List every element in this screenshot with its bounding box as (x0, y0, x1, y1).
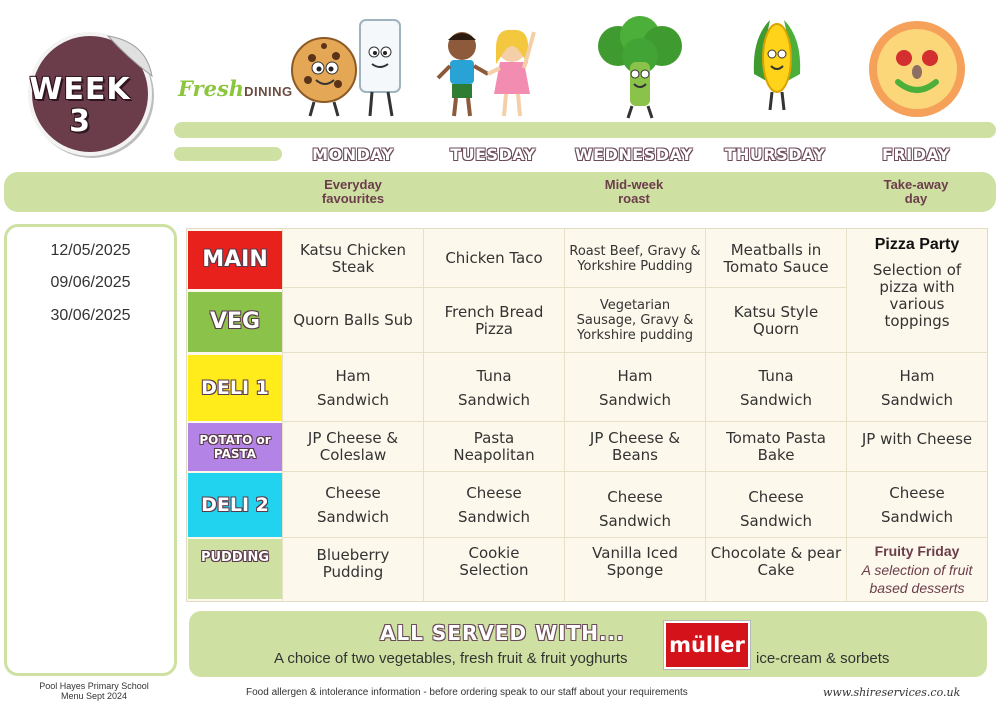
menu-cell-pudding-wednesday: Vanilla Iced Sponge (592, 544, 678, 579)
friday-pudding-desc: A selection of fruit based desserts (861, 562, 973, 596)
menu-cell-deli2-tuesday: Cheese Sandwich (458, 483, 530, 526)
week-number: 3 (69, 104, 91, 139)
category-deli2: DELI 2 (188, 473, 282, 537)
grid-line (282, 352, 988, 353)
menu-cell-deli1-thursday: Tuna Sandwich (740, 366, 812, 409)
footer-website: www.shireservices.co.uk (823, 686, 961, 699)
footer-allergen-info: Food allergen & intolerance information - before ordering speak to our staff about your requirements (246, 687, 688, 698)
footer-school (14, 681, 174, 701)
day-wednesday: WEDNESDAY (575, 145, 693, 164)
menu-cell-deli1-wednesday: Ham Sandwich (599, 366, 671, 409)
category-potato-pasta: POTATO or PASTA (188, 423, 282, 471)
menu-cell-deli2-thursday: Cheese Sandwich (740, 487, 812, 530)
theme-wednesday: Mid-week roast (604, 177, 664, 206)
week-label: WEEK (29, 72, 131, 107)
served-with-title: ALL SERVED WITH... (380, 621, 625, 645)
menu-cell-potato-wednesday: JP Cheese & Beans (589, 428, 681, 464)
served-with-text-2: ice-cream & sorbets (756, 650, 890, 667)
menu-cell-veg-monday: Quorn Balls Sub (293, 311, 413, 329)
category-pudding: PUDDING (188, 539, 282, 599)
cookie-and-milk-icon (290, 18, 410, 120)
day-monday: MONDAY (312, 145, 394, 164)
muller-logo (664, 621, 750, 669)
friday-pudding-title: Fruity Friday (874, 543, 960, 559)
brand-dining: DINING (244, 84, 293, 99)
muller-logo-text: müller (669, 633, 745, 657)
menu-cell-pudding-monday: Blueberry Pudding (316, 546, 390, 581)
grid-line (282, 287, 846, 288)
date-1: 12/05/2025 (50, 242, 131, 259)
theme-friday: Take-away day (883, 177, 949, 206)
brand-fresh: Fresh (178, 76, 245, 101)
week-badge (16, 28, 158, 160)
date-2: 09/06/2025 (50, 274, 131, 291)
day-tuesday: TUESDAY (450, 145, 536, 164)
theme-monday: Everyday favourites (321, 177, 385, 206)
menu-cell-main-monday: Katsu Chicken Steak (299, 240, 407, 276)
menu-cell-deli1-friday: Ham Sandwich (881, 366, 953, 409)
menu-cell-veg-tuesday: French Bread Pizza (444, 302, 544, 338)
menu-cell-pudding-thursday: Chocolate & pear Cake (710, 544, 842, 579)
menu-cell-pudding-tuesday: Cookie Selection (459, 544, 529, 579)
category-main: MAIN (188, 231, 282, 289)
menu-cell-potato-monday: JP Cheese & Coleslaw (307, 428, 399, 464)
date-3: 30/06/2025 (50, 307, 131, 324)
broccoli-icon (592, 16, 688, 120)
day-thursday: THURSDAY (724, 145, 826, 164)
menu-cell-main-wednesday: Roast Beef, Gravy & Yorkshire Pudding (569, 243, 701, 274)
kids-icon (436, 22, 544, 120)
category-veg: VEG (188, 292, 282, 352)
menu-cell-deli2-wednesday: Cheese Sandwich (599, 487, 671, 530)
header-bar-small (174, 147, 282, 161)
friday-main-title: Pizza Party (874, 236, 960, 253)
menu-cell-potato-tuesday: Pasta Neapolitan (453, 428, 535, 464)
header-bar (174, 122, 996, 138)
menu-cell-potato-friday: JP with Cheese (861, 429, 973, 448)
friday-main-desc: Selection of pizza with various toppings (872, 261, 962, 330)
menu-cell-veg-wednesday: Vegetarian Sausage, Gravy & Yorkshire pudding (576, 298, 694, 343)
menu-cell-main-thursday: Meatballs in Tomato Sauce (723, 240, 829, 276)
menu-cell-deli2-friday: Cheese Sandwich (881, 483, 953, 526)
menu-cell-main-tuesday: Chicken Taco (445, 249, 543, 267)
category-deli1: DELI 1 (188, 355, 282, 421)
footer-menu-date: Menu Sept 2024 (60, 691, 128, 701)
brand-logo (178, 76, 293, 101)
day-friday: FRIDAY (882, 145, 950, 164)
menu-cell-veg-thursday: Katsu Style Quorn (733, 302, 819, 338)
menu-cell-deli2-monday: Cheese Sandwich (317, 483, 389, 526)
menu-cell-deli1-monday: Ham Sandwich (317, 366, 389, 409)
corn-icon (748, 14, 806, 114)
pizza-icon (866, 18, 968, 120)
menu-cell-potato-thursday: Tomato Pasta Bake (726, 428, 826, 464)
footer-school-name: Pool Hayes Primary School (39, 681, 149, 691)
served-with-text: A choice of two vegetables, fresh fruit & fruit yoghurts (274, 650, 628, 667)
menu-cell-deli1-tuesday: Tuna Sandwich (458, 366, 530, 409)
